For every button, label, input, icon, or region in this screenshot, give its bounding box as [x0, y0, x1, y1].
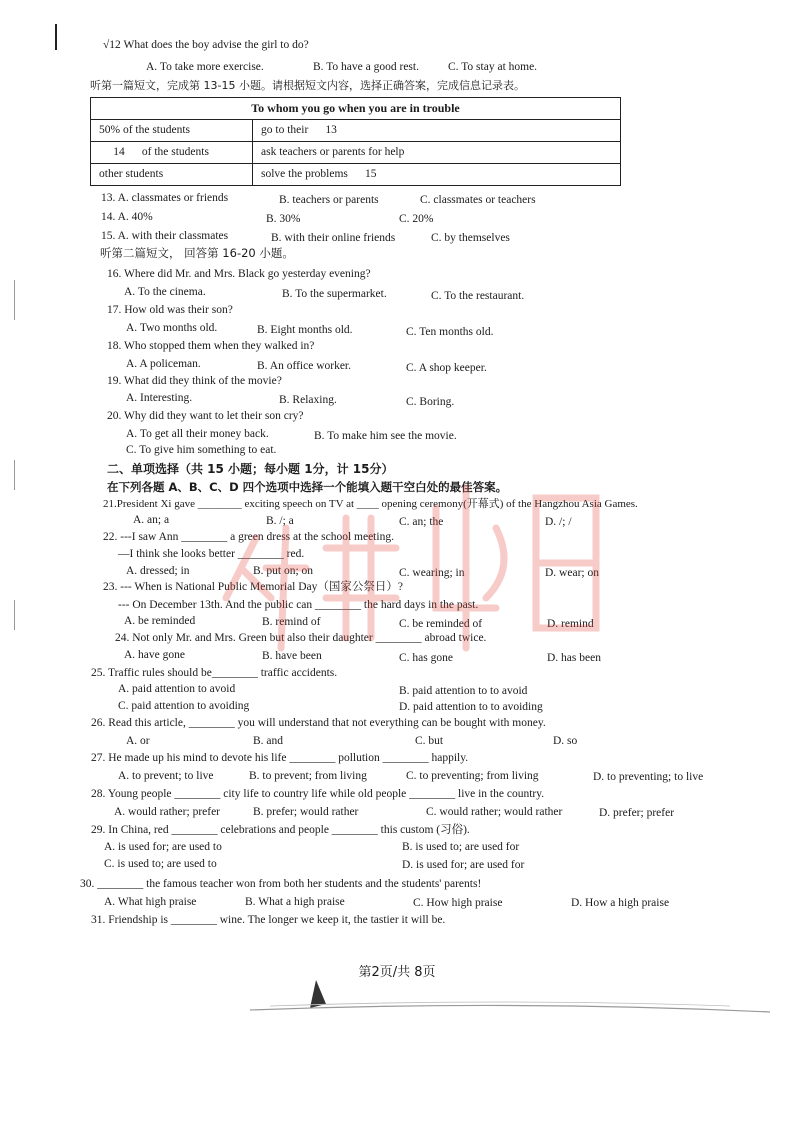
- margin-mark: [55, 24, 57, 50]
- blank-14: 14: [99, 142, 139, 164]
- part-instruction: 在下列各题 A、B、C、D 四个选项中选择一个能填入题干空白处的最佳答案。: [107, 480, 508, 494]
- scan-artifact: [14, 600, 15, 630]
- section-instruction: 听第二篇短文， 回答第 16-20 小题。: [100, 246, 294, 260]
- table-row: 50% of the students go to their 13: [91, 119, 620, 141]
- table-row: other students solve the problems 15: [91, 163, 620, 185]
- option: A. To take more exercise.: [146, 61, 264, 73]
- exam-page: √12 What does the boy advise the girl to do? A. To take more exercise. B. To have a good rest. C. To stay at home. 听第一篇短文，完成第 13-15 小题。请根据短文内容，选择正确答案，完成信息记录表。 To whom you go when you are in trouble 50% of the students go to their 13 14 of the students ask teachers or parents for help other students solve the problems 15 13. A. classmates or friends B. teachers or parents C. classmates or teachers 14. A. 40% B. 30% C. 20% 15. A. with their classmates B. with their online friends C. by themselves 听第二篇短文， 回答第 16-20 小题。 16. Where did Mr. and Mrs. Black go yesterday evening? A. To the cinema. B. To the supermarket. C. To the restaurant. 17. How old was their son? A. Two months old. B. Eight months old. C. Ten months old. 18. Who stopped them when they walked in? A. A policeman. B. An office worker. C. A shop keeper. 19. What did they think of the movie? A. Interesting. B. Relaxing. C. Boring. 20. Why did they want to let their son cry? A. To get all their money back. B. To make him see the movie. C. To give him something to eat. 二、单项选择（共 15 小题；每小题 1分，计 15分） 在下列各题 A、B、C、D 四个选项中选择一个能填入题干空白处的最佳答案。 21.President Xi gave ________ exciting speech on TV at ____ opening ceremony(开幕式) of the Hangzhou Asia Games. A. an; a B. /; a C. an; the D. /; / 22. ---I saw Ann ________ a green dress at the school meeting. —I think she looks better ________ red. A. dressed; in B. put on; on C. wearing; in D. wear; on 23. --- When is National Public Memorial Day（国家公祭日）? --- On December 13th. And the public can ________ the hard days in the past. A. be reminded B. remind of C. be reminded of D. remind 24. Not only Mr. and Mrs. Green but also their daughter ________ abroad twice. A. have gone B. have been C. has gone D. has been 25. Traffic rules should be________ traffic accidents. A. paid attention to avoid B. paid attention to to avoid C. paid attention to avoiding D. paid attention to to avoiding 26. Read this article, ________ you will understand that not everything can be bought with money. A. or B. and C. but D. so 27. He made up his mind to devote his life ________ pollution ________ happily. A. to prevent; to live B. to prevent; from living C. to preventing; from living D. to preventing; to live 28. Young people ________ city life to country life while old people ________ live in the country. A. would rather; prefer B. prefer; would rather C. would rather; would rather D. prefer; prefer 29. In China, red ________ celebrations and people ________ this custom (习俗). A. is used for; are used to B. is used to; are used for C. is used to; are used to D. is used for; are used for 30. ________ the famous teacher won from both her students and the students' parents! A. What high praise B. What a high praise C. How high praise D. How a high praise 31. Friendship is ________ wine. The longer we keep it, the tastier it will be. 第2页/共 8页: [0, 0, 794, 1123]
- part-title: 二、单项选择（共 15 小题；每小题 1分，计 15分）: [107, 462, 394, 476]
- scan-artifact: [14, 280, 15, 320]
- scan-smudge: [250, 978, 770, 1018]
- option: B. To have a good rest.: [313, 61, 419, 73]
- option: C. To stay at home.: [448, 61, 538, 73]
- table-row: 14 of the students ask teachers or parents for help: [91, 141, 620, 163]
- section-instruction: 听第一篇短文，完成第 13-15 小题。请根据短文内容，选择正确答案，完成信息记录表。: [90, 79, 525, 92]
- page-number: 第2页/共 8页: [358, 965, 436, 980]
- question-12: √12 What does the boy advise the girl to do?: [103, 39, 309, 51]
- info-table: [90, 97, 621, 186]
- blank-15: 15: [351, 164, 391, 186]
- table-header: To whom you go when you are in trouble: [251, 101, 460, 115]
- blank-13: 13: [311, 120, 351, 142]
- scan-artifact: [14, 460, 15, 490]
